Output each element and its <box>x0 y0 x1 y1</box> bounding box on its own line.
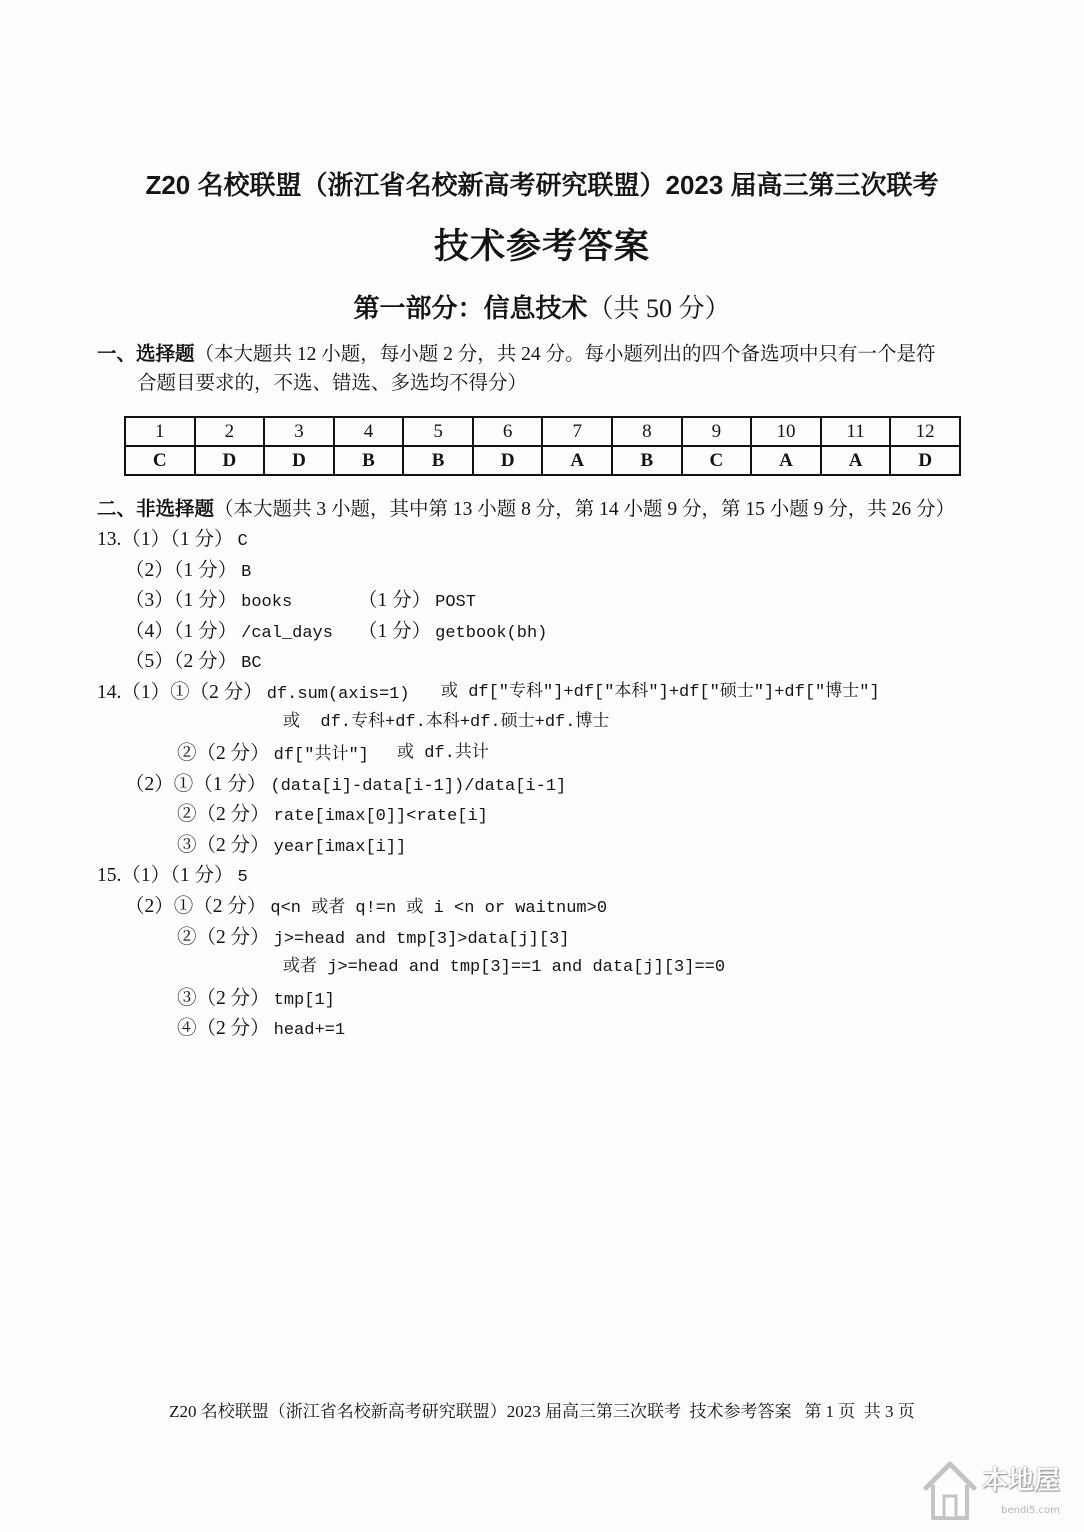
q13-part3-second-label: （1 分） <box>358 590 432 611</box>
q15-part2-item4-label: ④（2 分） <box>177 1018 270 1039</box>
q13-part3-label: （3）（1 分） <box>125 590 238 611</box>
section1-description-continued: 合题目要求的，不选、错选、多选均不得分） <box>137 373 528 394</box>
q14-part2-item3-label: ③（2 分） <box>177 835 270 856</box>
q13-part2-label: （2）（1 分） <box>125 560 238 581</box>
answer-letter: B <box>403 446 473 475</box>
answer-letter: D <box>890 446 960 475</box>
question-number: 5 <box>403 417 473 446</box>
question-number: 11 <box>821 417 891 446</box>
question-number: 8 <box>612 417 682 446</box>
answer-letter: A <box>751 446 821 475</box>
q13-part2 <box>125 561 251 583</box>
question-number: 4 <box>334 417 404 446</box>
q14-part1-item1-answer: df.sum(axis=1) <box>266 685 410 704</box>
answer-letter: D <box>195 446 265 475</box>
q14-part2-item3-answer: year[imax[i]] <box>273 838 407 857</box>
q14-part2-item1-label: （2）①（1 分） <box>125 774 267 795</box>
q13-part3-second-answer: POST <box>435 593 476 612</box>
q13-part1-answer: C <box>237 532 248 551</box>
q15-part2-item3 <box>177 989 335 1011</box>
q13-part5 <box>125 652 262 674</box>
answer-letter: D <box>264 446 334 475</box>
question-number-row <box>125 417 960 446</box>
page-number: 第 1 页 共 3 页 <box>804 1402 915 1421</box>
page-footer <box>0 1403 1084 1421</box>
q14-part2-item2 <box>177 805 488 827</box>
watermark-url: bendi5.com <box>1001 1505 1060 1516</box>
q13-part2-answer: B <box>241 563 252 582</box>
question-number: 1 <box>125 417 195 446</box>
answer-letter: B <box>334 446 404 475</box>
question-number: 10 <box>751 417 821 446</box>
part-title: 第一部分：信息技术 <box>353 293 588 323</box>
answer-letter: A <box>821 446 891 475</box>
answer-letter: A <box>542 446 612 475</box>
house-icon <box>922 1458 978 1524</box>
q15-part2-item1-label: （2）①（2 分） <box>125 896 267 917</box>
section1-heading <box>97 344 936 365</box>
q14-part1-item1 <box>97 683 410 705</box>
q13-part4-second-label: （1 分） <box>358 621 432 642</box>
part-score: （共 50 分） <box>587 294 731 323</box>
q15-part1 <box>97 866 248 888</box>
section1-label: 一、选择题 <box>97 343 195 365</box>
question-number: 3 <box>264 417 334 446</box>
q13-part3-answer: books <box>241 593 293 612</box>
q15-part2-item1-answer: q<n 或者 q!=n 或 i <n or waitnum>0 <box>270 899 608 918</box>
watermark-brand: 本地屋 <box>982 1466 1061 1496</box>
q13-part5-answer: BC <box>241 654 262 673</box>
q15-part2-item2-alternative: 或者 j>=head and tmp[3]==1 and data[j][3]==0 <box>283 958 726 977</box>
q13-part4-answer: /cal_days <box>241 624 333 643</box>
footer-title: Z20 名校联盟（浙江省名校新高考研究联盟）2023 届高三第三次联考 技术参考答案 <box>169 1402 792 1421</box>
q13-part3-second <box>358 591 476 613</box>
q13-part4-second <box>358 622 547 644</box>
q13-part4-second-answer: getbook(bh) <box>435 624 548 643</box>
q14-part1-item1-alternative: 或 df["专科"]+df["本科"]+df["硕士"]+df["博士"] <box>441 683 880 702</box>
q15-part2-item4 <box>177 1019 345 1041</box>
answer-letter: C <box>682 446 752 475</box>
q15-part1-label: 15.（1）（1 分） <box>97 865 234 886</box>
section2-label: 二、非选择题 <box>97 498 215 520</box>
q13-part5-label: （5）（2 分） <box>125 651 238 672</box>
exam-title: Z20 名校联盟（浙江省名校新高考研究联盟）2023 届高三第三次联考 <box>145 170 939 200</box>
question-number: 7 <box>542 417 612 446</box>
q15-part2-item2-label: ②（2 分） <box>177 927 270 948</box>
q13-part4-label: （4）（1 分） <box>125 621 238 642</box>
answer-letter: D <box>473 446 543 475</box>
section2-heading <box>97 499 955 520</box>
q14-part1-item1-label: 14.（1）①（2 分） <box>97 682 263 703</box>
q14-part1-item2 <box>177 744 369 766</box>
q13-part4 <box>125 622 333 644</box>
q15-part2-item2 <box>177 928 570 950</box>
q13-part3 <box>125 591 292 613</box>
q14-part1-item2-label: ②（2 分） <box>177 743 270 764</box>
question-number: 9 <box>682 417 752 446</box>
q14-part2-item1-answer: (data[i]-data[i-1])/data[i-1] <box>270 777 567 796</box>
part-heading <box>0 294 1084 323</box>
q15-part2-item3-answer: tmp[1] <box>273 991 335 1010</box>
q14-part1-item2-answer: df["共计"] <box>273 746 369 765</box>
question-number: 6 <box>473 417 543 446</box>
q14-part1-item1-alternative-2: 或 df.专科+df.本科+df.硕士+df.博士 <box>283 713 610 732</box>
q14-part2-item2-label: ②（2 分） <box>177 804 270 825</box>
document-title: 技术参考答案 <box>433 227 650 266</box>
q13-part1 <box>97 530 248 552</box>
question-number: 2 <box>195 417 265 446</box>
answer-letter: B <box>612 446 682 475</box>
q15-part2-item4-answer: head+=1 <box>273 1021 346 1040</box>
question-number: 12 <box>890 417 960 446</box>
q14-part2-item1 <box>125 775 566 797</box>
q15-part2-item3-label: ③（2 分） <box>177 988 270 1009</box>
q14-part2-item2-answer: rate[imax[0]]<rate[i] <box>273 807 488 826</box>
q14-part2-item3 <box>177 836 406 858</box>
section2-description: （本大题共 3 小题，其中第 13 小题 8 分，第 14 小题 9 分，第 15 小题 9 分，共 26 分） <box>214 499 956 520</box>
q15-part2-item2-answer: j>=head and tmp[3]>data[j][3] <box>273 930 570 949</box>
answer-letter: C <box>125 446 195 475</box>
section1-description: （本大题共 12 小题，每小题 2 分，共 24 分。每小题列出的四个备选项中只有一个是符 <box>194 344 936 365</box>
q14-part1-item2-alternative: 或 df.共计 <box>397 744 489 763</box>
q15-part1-answer: 5 <box>237 868 248 887</box>
choice-answer-table <box>124 416 961 476</box>
q13-part1-label: 13.（1）（1 分） <box>97 529 234 550</box>
q15-part2-item1 <box>125 897 607 919</box>
answer-letter-row <box>125 446 960 475</box>
